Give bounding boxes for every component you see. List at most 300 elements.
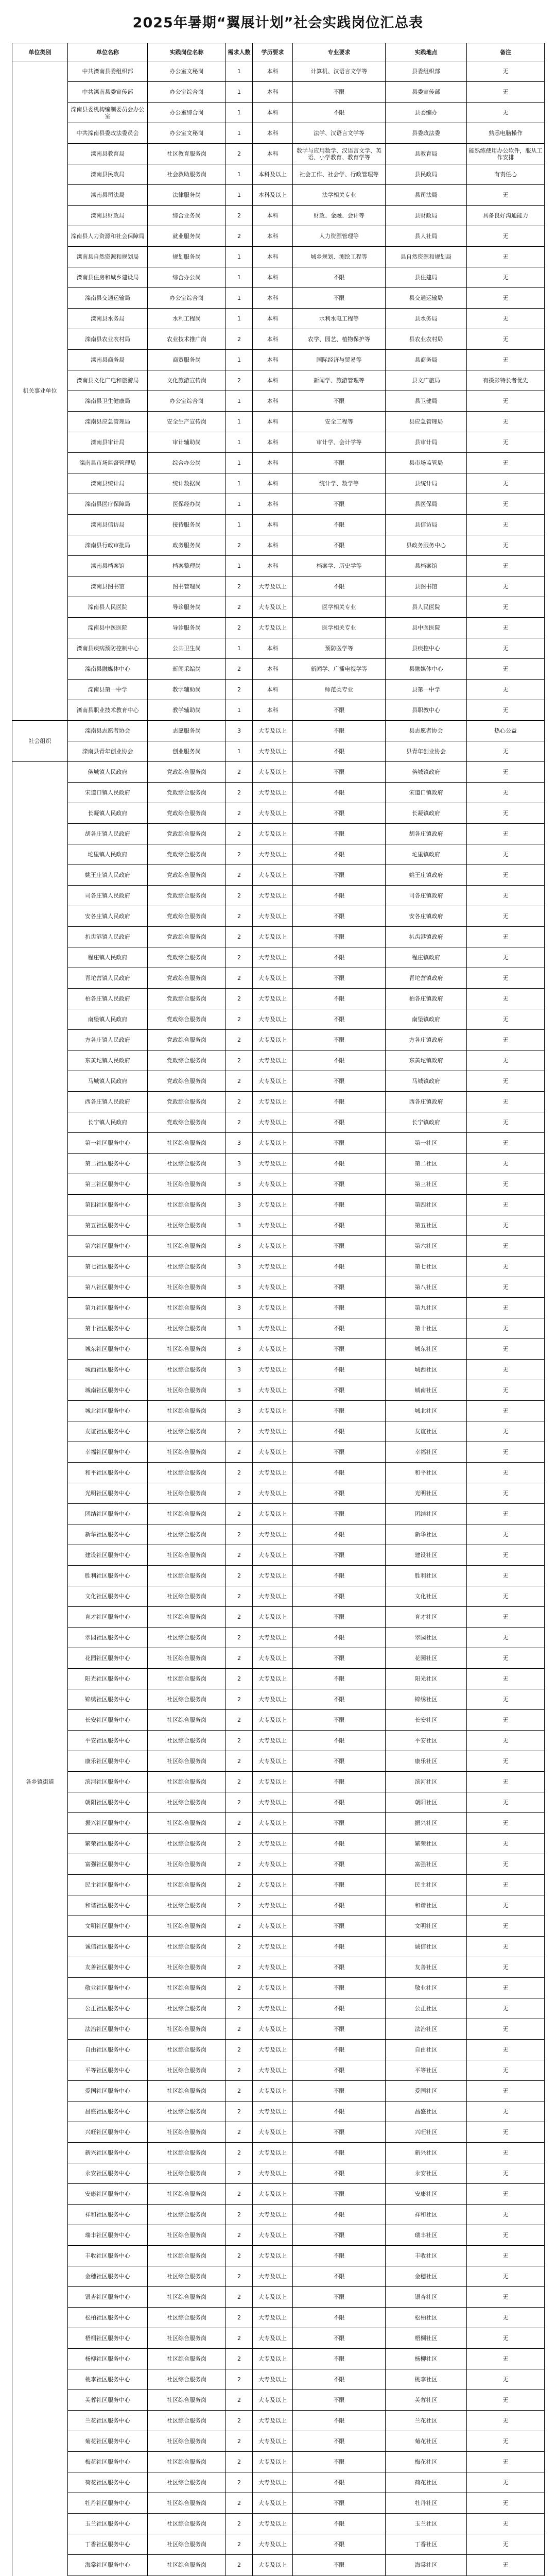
note-cell: 无 (467, 1195, 545, 1215)
education-cell: 大专及以上 (253, 1071, 293, 1092)
table-row (12, 1875, 545, 1895)
count-cell: 2 (226, 1648, 253, 1669)
location-cell: 朝阳社区 (386, 1792, 467, 1813)
note-cell: 无 (467, 927, 545, 947)
table-row (12, 1628, 545, 1648)
table-row (12, 927, 545, 947)
education-cell: 大专及以上 (253, 2534, 293, 2555)
note-cell: 无 (467, 1401, 545, 1421)
major-cell: 不限 (293, 82, 386, 103)
location-cell: 菊花社区 (386, 2431, 467, 2452)
table-row (12, 2102, 545, 2122)
org-cell: 滦南县自然资源和规划局 (68, 247, 148, 267)
location-cell: 建设社区 (386, 1545, 467, 1566)
post-cell: 社区综合服务岗 (148, 1545, 226, 1566)
post-cell: 社区综合服务岗 (148, 1215, 226, 1236)
org-cell: 城北社区服务中心 (68, 1401, 148, 1421)
education-cell: 大专及以上 (253, 1421, 293, 1442)
major-cell: 不限 (293, 2225, 386, 2246)
table-row (12, 473, 545, 494)
post-cell: 党政综合服务岗 (148, 824, 226, 844)
table-row (12, 2411, 545, 2431)
table-row (12, 1545, 545, 1566)
education-cell: 大专及以上 (253, 1257, 293, 1277)
table-row (12, 783, 545, 803)
location-cell: 丁香社区 (386, 2534, 467, 2555)
count-cell: 2 (226, 1792, 253, 1813)
location-cell: 繁荣社区 (386, 1834, 467, 1854)
education-cell: 大专及以上 (253, 1401, 293, 1421)
education-cell: 大专及以上 (253, 2308, 293, 2328)
count-cell: 2 (226, 2205, 253, 2225)
org-cell: 滦南县委机构编制委员会办公室 (68, 103, 148, 123)
post-cell: 社区综合服务岗 (148, 1957, 226, 1978)
education-cell: 大专及以上 (253, 886, 293, 906)
education-cell: 大专及以上 (253, 1174, 293, 1195)
note-cell: 无 (467, 2431, 545, 2452)
location-cell: 第七社区 (386, 1257, 467, 1277)
major-cell: 不限 (293, 453, 386, 473)
location-cell: 桃李社区 (386, 2369, 467, 2390)
org-cell: 祥和社区服务中心 (68, 2205, 148, 2225)
table-row (12, 267, 545, 288)
location-cell: 马城镇政府 (386, 1071, 467, 1092)
major-cell: 不限 (293, 1875, 386, 1895)
org-cell: 中共滦南县委组织部 (68, 61, 148, 82)
table-row (12, 123, 545, 144)
note-cell: 无 (467, 1875, 545, 1895)
education-cell: 大专及以上 (253, 1154, 293, 1174)
note-cell: 无 (467, 1215, 545, 1236)
education-cell: 大专及以上 (253, 947, 293, 968)
org-cell: 长凝镇人民政府 (68, 803, 148, 824)
major-cell: 不限 (293, 865, 386, 886)
col-header-category: 单位类别 (12, 43, 68, 61)
org-cell: 滦南县水务局 (68, 309, 148, 329)
org-cell: 诚信社区服务中心 (68, 1937, 148, 1957)
post-cell: 接待服务岗 (148, 515, 226, 535)
count-cell: 2 (226, 2143, 253, 2163)
major-cell: 不限 (293, 1277, 386, 1298)
education-cell: 大专及以上 (253, 1504, 293, 1524)
category-cell: 各乡镇街道 (12, 762, 68, 2576)
col-header-note: 备注 (467, 43, 545, 61)
table-row (12, 865, 545, 886)
org-cell: 锦绣社区服务中心 (68, 1689, 148, 1710)
org-cell: 滦南县民政局 (68, 164, 148, 185)
location-cell: 县委编办 (386, 103, 467, 123)
post-cell: 社区综合服务岗 (148, 2390, 226, 2411)
major-cell: 不限 (293, 267, 386, 288)
location-cell: 梧桐社区 (386, 2328, 467, 2349)
education-cell: 大专及以上 (253, 824, 293, 844)
count-cell: 2 (226, 2369, 253, 2390)
note-cell: 无 (467, 103, 545, 123)
table-row (12, 144, 545, 164)
table-row (12, 824, 545, 844)
location-cell: 县融媒体中心 (386, 659, 467, 680)
post-cell: 党政综合服务岗 (148, 947, 226, 968)
org-cell: 城西社区服务中心 (68, 1360, 148, 1380)
table-row (12, 2493, 545, 2514)
location-cell: 牡丹社区 (386, 2493, 467, 2514)
post-cell: 社区综合服务岗 (148, 1751, 226, 1772)
note-cell: 无 (467, 1545, 545, 1566)
org-cell: 滨河社区服务中心 (68, 1772, 148, 1792)
org-cell: 滦南县第一中学 (68, 680, 148, 700)
count-cell: 2 (226, 2184, 253, 2205)
note-cell: 无 (467, 741, 545, 762)
major-cell: 档案学、历史学等 (293, 556, 386, 577)
org-cell: 青坨营镇人民政府 (68, 968, 148, 989)
count-cell: 3 (226, 1277, 253, 1298)
note-cell: 无 (467, 82, 545, 103)
post-cell: 综合办公岗 (148, 453, 226, 473)
education-cell: 大专及以上 (253, 2184, 293, 2205)
org-cell: 滦南县疾病预防控制中心 (68, 638, 148, 659)
table-row (12, 1834, 545, 1854)
education-cell: 本科 (253, 515, 293, 535)
post-cell: 社区综合服务岗 (148, 2308, 226, 2328)
education-cell: 大专及以上 (253, 844, 293, 865)
location-cell: 县财政局 (386, 206, 467, 226)
org-cell: 新华社区服务中心 (68, 1524, 148, 1545)
location-cell: 富强社区 (386, 1854, 467, 1875)
post-cell: 社区综合服务岗 (148, 2184, 226, 2205)
location-cell: 爱国社区 (386, 2081, 467, 2102)
count-cell: 3 (226, 1236, 253, 1257)
count-cell: 2 (226, 783, 253, 803)
location-cell: 第九社区 (386, 1298, 467, 1318)
note-cell: 无 (467, 1957, 545, 1978)
count-cell: 2 (226, 2390, 253, 2411)
count-cell: 2 (226, 2102, 253, 2122)
table-row (12, 1978, 545, 1998)
count-cell: 1 (226, 473, 253, 494)
count-cell: 2 (226, 1586, 253, 1607)
table-row (12, 1792, 545, 1813)
location-cell: 友谊社区 (386, 1421, 467, 1442)
note-cell: 无 (467, 947, 545, 968)
post-cell: 社区综合服务岗 (148, 1195, 226, 1215)
education-cell: 大专及以上 (253, 2122, 293, 2143)
major-cell: 不限 (293, 1669, 386, 1689)
count-cell: 2 (226, 2349, 253, 2369)
table-row (12, 2246, 545, 2266)
org-cell: 安各庄镇人民政府 (68, 906, 148, 927)
note-cell: 无 (467, 2266, 545, 2287)
post-cell: 社区综合服务岗 (148, 2246, 226, 2266)
table-row (12, 1236, 545, 1257)
table-row (12, 1957, 545, 1978)
table-row (12, 2060, 545, 2081)
education-cell: 大专及以上 (253, 2040, 293, 2060)
location-cell: 县水务局 (386, 309, 467, 329)
location-cell: 县档案馆 (386, 556, 467, 577)
org-cell: 第六社区服务中心 (68, 1236, 148, 1257)
post-cell: 新闻采编岗 (148, 659, 226, 680)
org-cell: 城东社区服务中心 (68, 1339, 148, 1360)
major-cell: 不限 (293, 1195, 386, 1215)
location-cell: 安康社区 (386, 2184, 467, 2205)
post-cell: 文化旅游宣传岗 (148, 370, 226, 391)
table-row (12, 906, 545, 927)
org-cell: 繁荣社区服务中心 (68, 1834, 148, 1854)
post-cell: 社区综合服务岗 (148, 1710, 226, 1731)
location-cell: 永安社区 (386, 2163, 467, 2184)
post-cell: 社区综合服务岗 (148, 2205, 226, 2225)
major-cell: 不限 (293, 762, 386, 783)
location-cell: 第四社区 (386, 1195, 467, 1215)
education-cell: 大专及以上 (253, 989, 293, 1009)
count-cell: 2 (226, 2328, 253, 2349)
major-cell: 不限 (293, 2308, 386, 2328)
count-cell: 2 (226, 968, 253, 989)
post-cell: 社区综合服务岗 (148, 2328, 226, 2349)
location-cell: 文明社区 (386, 1916, 467, 1937)
table-row (12, 2122, 545, 2143)
page-title: 2025年暑期“翼展计划”社会实践岗位汇总表 (132, 15, 424, 31)
education-cell: 大专及以上 (253, 1834, 293, 1854)
location-cell: 诚信社区 (386, 1937, 467, 1957)
note-cell: 无 (467, 783, 545, 803)
location-cell: 松柏社区 (386, 2308, 467, 2328)
table-row (12, 659, 545, 680)
note-cell: 无 (467, 1607, 545, 1628)
note-cell: 无 (467, 2472, 545, 2493)
location-cell: 南堡镇政府 (386, 1009, 467, 1030)
org-cell: 滦南县商务局 (68, 350, 148, 370)
table-row (12, 1937, 545, 1957)
org-cell: 滦南县财政局 (68, 206, 148, 226)
col-header-org: 单位名称 (68, 43, 148, 61)
post-cell: 党政综合服务岗 (148, 865, 226, 886)
major-cell: 城乡规划、测绘工程等 (293, 247, 386, 267)
location-cell: 县司法局 (386, 185, 467, 206)
note-cell: 无 (467, 1174, 545, 1195)
location-cell: 长宁镇政府 (386, 1112, 467, 1133)
major-cell: 医学相关专业 (293, 597, 386, 618)
count-cell: 3 (226, 1257, 253, 1277)
count-cell: 3 (226, 1195, 253, 1215)
post-cell: 商贸服务岗 (148, 350, 226, 370)
table-row (12, 1360, 545, 1380)
major-cell: 安全工程等 (293, 412, 386, 432)
org-cell: 康乐社区服务中心 (68, 1751, 148, 1772)
note-cell: 无 (467, 906, 545, 927)
education-cell: 本科 (253, 659, 293, 680)
org-cell: 松柏社区服务中心 (68, 2308, 148, 2328)
note-cell: 无 (467, 2308, 545, 2328)
major-cell: 不限 (293, 1112, 386, 1133)
education-cell: 本科 (253, 247, 293, 267)
location-cell: 方各庄镇政府 (386, 1030, 467, 1050)
location-cell: 县交通运输局 (386, 288, 467, 309)
major-cell: 不限 (293, 577, 386, 597)
post-cell: 审计辅助岗 (148, 432, 226, 453)
count-cell: 2 (226, 2411, 253, 2431)
org-cell: 滦南县统计局 (68, 473, 148, 494)
post-cell: 社区综合服务岗 (148, 1257, 226, 1277)
note-cell: 无 (467, 2555, 545, 2575)
count-cell: 2 (226, 1607, 253, 1628)
major-cell: 新闻学、广播电视学等 (293, 659, 386, 680)
education-cell: 大专及以上 (253, 1215, 293, 1236)
education-cell: 本科 (253, 432, 293, 453)
count-cell: 1 (226, 741, 253, 762)
major-cell: 不限 (293, 1318, 386, 1339)
post-cell: 社区综合服务岗 (148, 1875, 226, 1895)
education-cell: 本科及以上 (253, 185, 293, 206)
table-row (12, 2555, 545, 2575)
major-cell: 不限 (293, 1978, 386, 1998)
post-cell: 党政综合服务岗 (148, 927, 226, 947)
education-cell: 大专及以上 (253, 2349, 293, 2369)
location-cell: 县政务服务中心 (386, 535, 467, 556)
location-cell: 梅花社区 (386, 2452, 467, 2472)
location-cell: 县市场监管局 (386, 453, 467, 473)
post-cell: 社区综合服务岗 (148, 1586, 226, 1607)
note-cell: 无 (467, 1339, 545, 1360)
education-cell: 本科 (253, 638, 293, 659)
education-cell: 大专及以上 (253, 1009, 293, 1030)
location-cell: 县青年创业协会 (386, 741, 467, 762)
note-cell: 无 (467, 556, 545, 577)
org-cell: 城南社区服务中心 (68, 1380, 148, 1401)
education-cell: 大专及以上 (253, 2431, 293, 2452)
location-cell: 县文广旅局 (386, 370, 467, 391)
org-cell: 梅花社区服务中心 (68, 2452, 148, 2472)
major-cell: 不限 (293, 1813, 386, 1834)
note-cell: 无 (467, 226, 545, 247)
education-cell: 本科 (253, 103, 293, 123)
count-cell: 2 (226, 1669, 253, 1689)
post-cell: 图书管理岗 (148, 577, 226, 597)
note-cell: 无 (467, 1050, 545, 1071)
table-row (12, 2163, 545, 2184)
location-cell: 县住建局 (386, 267, 467, 288)
org-cell: 和平社区服务中心 (68, 1463, 148, 1483)
org-cell: 建设社区服务中心 (68, 1545, 148, 1566)
org-cell: 滦南县行政审批局 (68, 535, 148, 556)
education-cell: 大专及以上 (253, 2369, 293, 2390)
count-cell: 3 (226, 1298, 253, 1318)
note-cell: 无 (467, 2287, 545, 2308)
major-cell: 不限 (293, 2246, 386, 2266)
org-cell: 瑞丰社区服务中心 (68, 2225, 148, 2246)
location-cell: 杨柳社区 (386, 2349, 467, 2369)
major-cell: 数学与应用数学、汉语言文学、英语、小学教育、教育学等 (293, 144, 386, 164)
org-cell: 滦南县交通运输局 (68, 288, 148, 309)
education-cell: 大专及以上 (253, 2163, 293, 2184)
table-row (12, 1215, 545, 1236)
note-cell: 无 (467, 1751, 545, 1772)
post-cell: 社区综合服务岗 (148, 1566, 226, 1586)
note-cell: 无 (467, 886, 545, 906)
note-cell: 无 (467, 803, 545, 824)
count-cell: 2 (226, 1813, 253, 1834)
education-cell: 大专及以上 (253, 968, 293, 989)
count-cell: 3 (226, 1133, 253, 1154)
major-cell: 不限 (293, 1174, 386, 1195)
location-cell: 县民政局 (386, 164, 467, 185)
note-cell: 无 (467, 1669, 545, 1689)
table-row (12, 61, 545, 82)
post-cell: 社区综合服务岗 (148, 1978, 226, 1998)
org-cell: 芙蓉社区服务中心 (68, 2390, 148, 2411)
table-row (12, 453, 545, 473)
major-cell: 不限 (293, 2390, 386, 2411)
count-cell: 2 (226, 2452, 253, 2472)
post-cell: 社区综合服务岗 (148, 2040, 226, 2060)
count-cell: 2 (226, 1978, 253, 1998)
note-cell: 无 (467, 61, 545, 82)
table-row (12, 680, 545, 700)
education-cell: 本科及以上 (253, 164, 293, 185)
post-cell: 办公室综合岗 (148, 82, 226, 103)
note-cell: 无 (467, 1504, 545, 1524)
location-cell: 程庄镇政府 (386, 947, 467, 968)
location-cell: 金穗社区 (386, 2266, 467, 2287)
education-cell: 本科 (253, 226, 293, 247)
major-cell: 不限 (293, 1648, 386, 1669)
org-cell: 滦南县档案馆 (68, 556, 148, 577)
education-cell: 大专及以上 (253, 1442, 293, 1463)
major-cell: 不限 (293, 1628, 386, 1648)
major-cell: 预防医学等 (293, 638, 386, 659)
major-cell: 不限 (293, 1792, 386, 1813)
count-cell: 2 (226, 1895, 253, 1916)
post-cell: 社区综合服务岗 (148, 1731, 226, 1751)
location-cell: 芙蓉社区 (386, 2390, 467, 2411)
table-row (12, 1524, 545, 1545)
table-row (12, 1442, 545, 1463)
education-cell: 本科 (253, 144, 293, 164)
count-cell: 2 (226, 1463, 253, 1483)
major-cell: 不限 (293, 1092, 386, 1112)
table-row (12, 1504, 545, 1524)
table-row (12, 1895, 545, 1916)
table-row (12, 2184, 545, 2205)
table-row (12, 597, 545, 618)
location-cell: 姚王庄镇政府 (386, 865, 467, 886)
table-row (12, 2287, 545, 2308)
note-cell: 无 (467, 2328, 545, 2349)
major-cell: 不限 (293, 1504, 386, 1524)
post-cell: 党政综合服务岗 (148, 906, 226, 927)
education-cell: 大专及以上 (253, 1050, 293, 1071)
major-cell: 不限 (293, 2266, 386, 2287)
education-cell: 大专及以上 (253, 1380, 293, 1401)
org-cell: 第二社区服务中心 (68, 1154, 148, 1174)
table-row (12, 2514, 545, 2534)
note-cell: 无 (467, 1133, 545, 1154)
major-cell: 不限 (293, 103, 386, 123)
post-cell: 规划服务岗 (148, 247, 226, 267)
table-row (12, 350, 545, 370)
note-cell: 无 (467, 700, 545, 721)
location-cell: 宋道口镇政府 (386, 783, 467, 803)
location-cell: 安各庄镇政府 (386, 906, 467, 927)
location-cell: 城南社区 (386, 1380, 467, 1401)
count-cell: 1 (226, 103, 253, 123)
org-cell: 振兴社区服务中心 (68, 1813, 148, 1834)
major-cell: 不限 (293, 2369, 386, 2390)
org-cell: 文明社区服务中心 (68, 1916, 148, 1937)
location-cell: 县疾控中心 (386, 638, 467, 659)
note-cell: 无 (467, 824, 545, 844)
major-cell: 不限 (293, 989, 386, 1009)
